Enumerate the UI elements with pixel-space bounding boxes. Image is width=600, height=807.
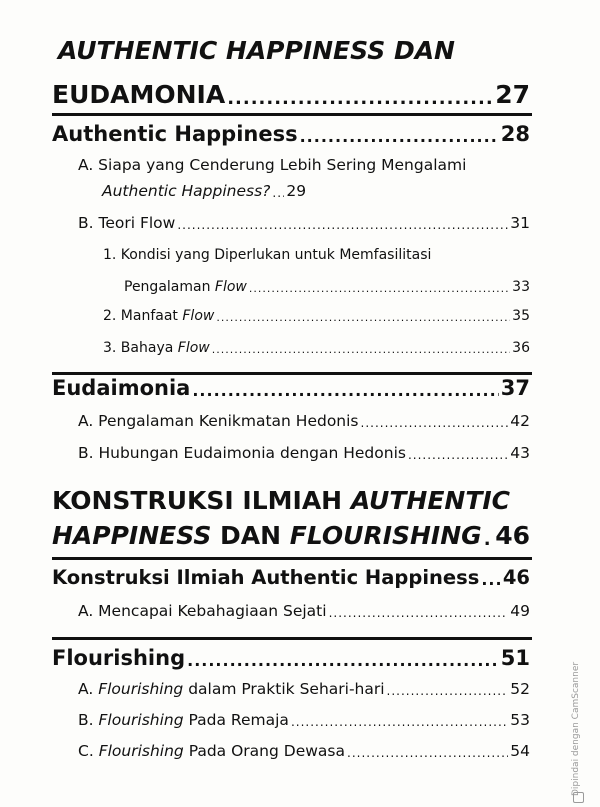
chapter1-title-line2 bbox=[52, 80, 530, 109]
toc-entry-authentic-a-line1[interactable]: A. Siapa yang Cenderung Lebih Sering Mengalami bbox=[78, 156, 467, 174]
toc-entry-flourishing-c[interactable] bbox=[78, 742, 530, 760]
leader-dots bbox=[212, 343, 510, 356]
leader-dots bbox=[484, 529, 494, 550]
chapter1-page: 27 bbox=[495, 80, 530, 109]
entry-label: B. Teori Flow bbox=[78, 214, 176, 232]
entry-page: 36 bbox=[512, 340, 530, 356]
divider bbox=[52, 113, 532, 116]
toc-entry-flourishing-a[interactable] bbox=[78, 680, 530, 698]
toc-entry-teori-flow[interactable] bbox=[78, 214, 530, 232]
entry-label: B. Hubungan Eudaimonia dengan Hedonis bbox=[78, 444, 406, 462]
entry-page: 52 bbox=[510, 680, 530, 698]
entry-page: 29 bbox=[286, 182, 307, 200]
toc-entry-flow-1-line2[interactable] bbox=[124, 279, 530, 295]
leader-dots bbox=[387, 684, 509, 698]
toc-entry-flow-1-line1[interactable]: 1. Kondisi yang Diperlukan untuk Memfasilitasi bbox=[103, 247, 432, 263]
toc-entry-authentic-a-line2[interactable] bbox=[102, 182, 530, 200]
entry-page: 46 bbox=[502, 566, 530, 589]
chapter2-title-text: HAPPINESS DAN FLOURISHING bbox=[52, 521, 482, 550]
leader-dots bbox=[329, 606, 509, 620]
chapter2-title-line2 bbox=[52, 521, 530, 550]
toc-entry-konstruksi-a[interactable] bbox=[78, 602, 530, 620]
leader-dots bbox=[300, 127, 499, 146]
entry-page: 31 bbox=[510, 214, 530, 232]
entry-page: 54 bbox=[510, 742, 530, 760]
chapter2-title-line1: KONSTRUKSI ILMIAH AUTHENTIC bbox=[52, 486, 511, 515]
toc-entry-eudaimonia-b[interactable] bbox=[78, 444, 530, 462]
entry-label: Authentic Happiness? bbox=[102, 182, 271, 200]
toc-entry-konstruksi[interactable] bbox=[52, 566, 530, 589]
toc-entry-flourishing-b[interactable] bbox=[78, 711, 530, 729]
entry-label: Eudaimonia bbox=[52, 376, 191, 400]
chapter1-title-line1: AUTHENTIC HAPPINESS DAN bbox=[58, 36, 455, 65]
leader-dots bbox=[227, 88, 493, 109]
toc-entry-eudaimonia-a[interactable] bbox=[78, 412, 530, 430]
leader-dots bbox=[408, 448, 508, 462]
entry-label: A. Mencapai Kebahagiaan Sejati bbox=[78, 602, 327, 620]
chapter1-title-text: EUDAMONIA bbox=[52, 80, 226, 109]
toc-entry-flow-3[interactable] bbox=[103, 340, 530, 356]
leader-dots bbox=[177, 218, 508, 232]
entry-page: 35 bbox=[512, 308, 530, 324]
entry-label: Konstruksi Ilmiah Authentic Happiness bbox=[52, 566, 480, 589]
entry-page: 33 bbox=[512, 279, 530, 295]
divider bbox=[52, 637, 532, 640]
camscanner-logo-icon bbox=[573, 792, 584, 803]
entry-page: 28 bbox=[500, 122, 530, 146]
divider bbox=[52, 557, 532, 560]
leader-dots bbox=[192, 381, 498, 400]
leader-dots bbox=[216, 311, 510, 324]
entry-label: 3. Bahaya Flow bbox=[103, 340, 210, 356]
entry-label: C. Flourishing Pada Orang Dewasa bbox=[78, 742, 345, 760]
leader-dots bbox=[361, 416, 509, 430]
leader-dots bbox=[291, 715, 508, 729]
leader-dots bbox=[187, 651, 499, 670]
entry-page: 43 bbox=[510, 444, 530, 462]
leader-dots bbox=[272, 186, 284, 200]
toc-entry-flow-2[interactable] bbox=[103, 308, 530, 324]
leader-dots bbox=[481, 570, 501, 589]
divider bbox=[52, 372, 532, 375]
entry-label: Flourishing bbox=[52, 646, 186, 670]
entry-label: Authentic Happiness bbox=[52, 122, 298, 146]
entry-page: 37 bbox=[500, 376, 530, 400]
entry-page: 49 bbox=[510, 602, 530, 620]
scanner-watermark: Dipindai dengan CamScanner bbox=[571, 661, 581, 796]
chapter2-page: 46 bbox=[495, 521, 530, 550]
leader-dots bbox=[249, 282, 510, 295]
toc-entry-eudaimonia[interactable] bbox=[52, 376, 530, 400]
toc-entry-authentic-happiness[interactable] bbox=[52, 122, 530, 146]
entry-label: B. Flourishing Pada Remaja bbox=[78, 711, 289, 729]
entry-page: 53 bbox=[510, 711, 530, 729]
entry-label: Pengalaman Flow bbox=[124, 279, 247, 295]
entry-label: A. Flourishing dalam Praktik Sehari-hari bbox=[78, 680, 385, 698]
entry-label: A. Pengalaman Kenikmatan Hedonis bbox=[78, 412, 359, 430]
leader-dots bbox=[347, 746, 508, 760]
entry-page: 42 bbox=[510, 412, 530, 430]
entry-page: 51 bbox=[500, 646, 530, 670]
entry-label: 2. Manfaat Flow bbox=[103, 308, 215, 324]
toc-entry-flourishing[interactable] bbox=[52, 646, 530, 670]
